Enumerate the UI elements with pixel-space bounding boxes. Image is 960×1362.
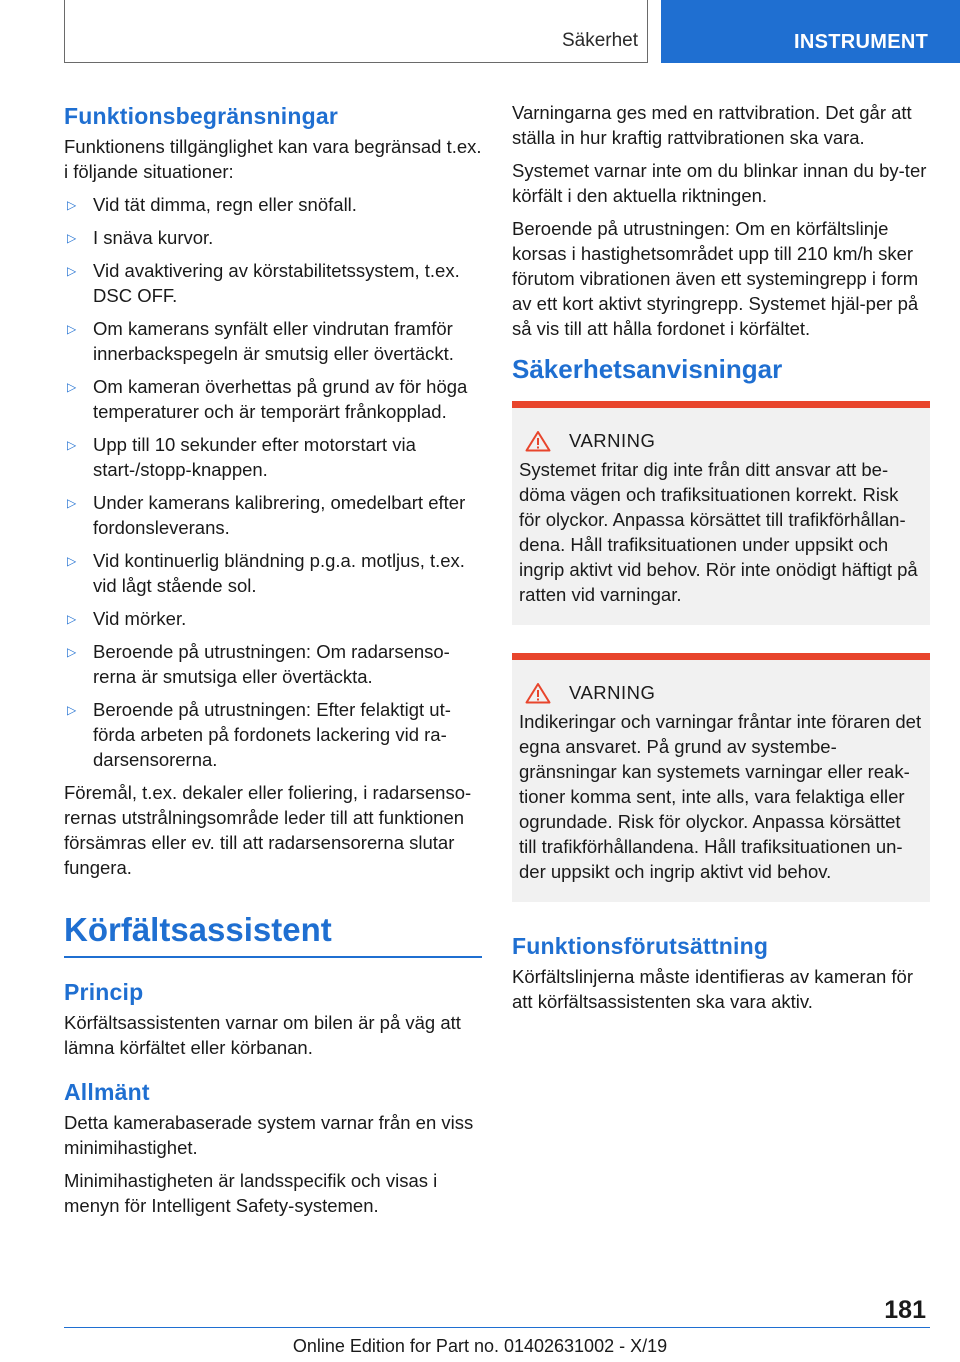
heading-safety-notes: Säkerhetsanvisningar — [512, 354, 783, 384]
blinker-paragraph: Systemet varnar inte om du blinkar innan du by-ter körfält i den aktuella riktningen. — [512, 160, 927, 206]
vibration-paragraph: Varningarna ges med en rattvibration. Det går att ställa in hur kraftig rattvibrationen ska vara. — [512, 102, 912, 148]
list-item: ▷ Upp till 10 sekunder efter motorstart via start-/stopp-knappen. — [67, 434, 416, 480]
triangle-bullet-icon: ▷ — [67, 198, 77, 212]
list-item: ▷ Vid mörker. — [64, 606, 482, 631]
warning-box — [512, 653, 930, 902]
footer-edition-text: Online Edition for Part no. 01402631002 - X/19 — [292, 1336, 668, 1356]
warning-triangle-icon — [525, 430, 551, 452]
triangle-bullet-icon: ▷ — [67, 496, 77, 510]
warning-triangle-icon — [525, 682, 551, 704]
triangle-bullet-icon: ▷ — [67, 264, 77, 278]
heading-principle: Princip — [64, 979, 144, 1005]
list-item: ▷ Beroende på utrustningen: Efter felaktigt ut-förda arbeten på fordonets lackering vid ra-darsensorerna. — [67, 699, 451, 770]
list-item: ▷ Beroende på utrustningen: Om radarsenso-rerna är smutsiga eller övertäckta. — [67, 641, 450, 687]
header-frame — [64, 0, 648, 63]
right-column — [512, 100, 930, 1022]
steering-paragraph: Beroende på utrustningen: Om en körfältslinje korsas i hastighetsområdet upp till 210 km/h sker förutom vibrationen även ett systemingrepp i form av ett kort aktivt styringrepp. Systemet hjäl-per på så vis till att hålla fordonet i körfältet. — [512, 218, 919, 339]
header-section-label: Säkerhet — [561, 30, 638, 51]
page-header — [0, 0, 960, 66]
list-item: ▷ Om kamerans synfält eller vindrutan framför innerbackspegeln är smutsig eller övertäckt. — [67, 318, 454, 364]
limitations-list — [64, 192, 482, 772]
triangle-bullet-icon: ▷ — [67, 554, 77, 568]
list-item: ▷ Vid tät dimma, regn eller snöfall. — [64, 192, 482, 217]
warning-text: Systemet fritar dig inte från ditt ansvar att be-döma vägen och trafiksituationen korrekt. Risk för olyckor. Anpassa körsättet till trafikförhållan-dena. Håll trafiksituationen under uppsikt och ingrip aktivt vid behov. Rör inte onödigt häftigt på ratten vid varningar. — [519, 459, 918, 605]
list-item: ▷ I snäva kurvor. — [64, 225, 482, 250]
list-item: ▷ Om kameran överhettas på grund av för höga temperaturer och är temporärt frånkopplad. — [67, 376, 468, 422]
principle-text: Körfältsassistenten varnar om bilen är på väg att lämna körfältet eller körbanan. — [64, 1012, 461, 1058]
heading-prerequisites: Funktionsförutsättning — [512, 933, 769, 959]
header-chapter-tab[interactable]: INSTRUMENT — [661, 0, 960, 63]
heading-limitations: Funktionsbegränsningar — [64, 103, 339, 129]
general-paragraph-1: Detta kamerabaserade system varnar från en viss minimihastighet. — [64, 1112, 474, 1158]
warning-title: VARNING — [525, 428, 922, 453]
triangle-bullet-icon: ▷ — [67, 612, 77, 626]
triangle-bullet-icon: ▷ — [67, 703, 77, 717]
left-column — [64, 100, 482, 1226]
triangle-bullet-icon: ▷ — [67, 322, 77, 336]
chapter-title-lane-assist: Körfältsassistent — [64, 908, 482, 958]
footer-divider — [64, 1327, 930, 1328]
heading-general: Allmänt — [64, 1079, 150, 1105]
limitations-outro: Föremål, t.ex. dekaler eller foliering, i radarsenso-rernas utstrålningsområde leder till att funktionen försämras eller ev. till att radarsensorerna slutar fungera. — [64, 782, 472, 878]
triangle-bullet-icon: ▷ — [67, 231, 77, 245]
triangle-bullet-icon: ▷ — [67, 380, 77, 394]
list-item: ▷ Vid avaktivering av körstabilitetssystem, t.ex. DSC OFF. — [67, 260, 460, 306]
triangle-bullet-icon: ▷ — [67, 438, 77, 452]
warning-text: Indikeringar och varningar fråntar inte föraren det egna ansvaret. På grund av systembe-gränsningar kan systemets varningar eller reak-tioner komma sent, inte alls, vara felaktiga eller ogrundade. Risk för olyckor. Anpassa körsättet till trafikförhållandena. Håll trafiksituationen un-der uppsikt och ingrip aktivt vid behov. — [519, 711, 922, 882]
general-paragraph-2: Minimihastigheten är landsspecifik och visas i menyn för Intelligent Safety-systemen. — [64, 1170, 438, 1216]
list-item: ▷ Vid kontinuerlig bländning p.g.a. motljus, t.ex. vid lågt stående sol. — [67, 550, 465, 596]
warning-title: VARNING — [525, 680, 922, 705]
triangle-bullet-icon: ▷ — [67, 645, 77, 659]
limitations-intro: Funktionens tillgänglighet kan vara begränsad t.ex. i följande situationer: — [64, 136, 482, 182]
page-number: 181 — [884, 1296, 926, 1324]
prerequisites-text: Körfältslinjerna måste identifieras av kameran för att körfältsassistenten ska vara aktiv. — [512, 966, 914, 1012]
warning-box — [512, 401, 930, 625]
list-item: ▷ Under kamerans kalibrering, omedelbart efter fordonsleverans. — [67, 492, 466, 538]
